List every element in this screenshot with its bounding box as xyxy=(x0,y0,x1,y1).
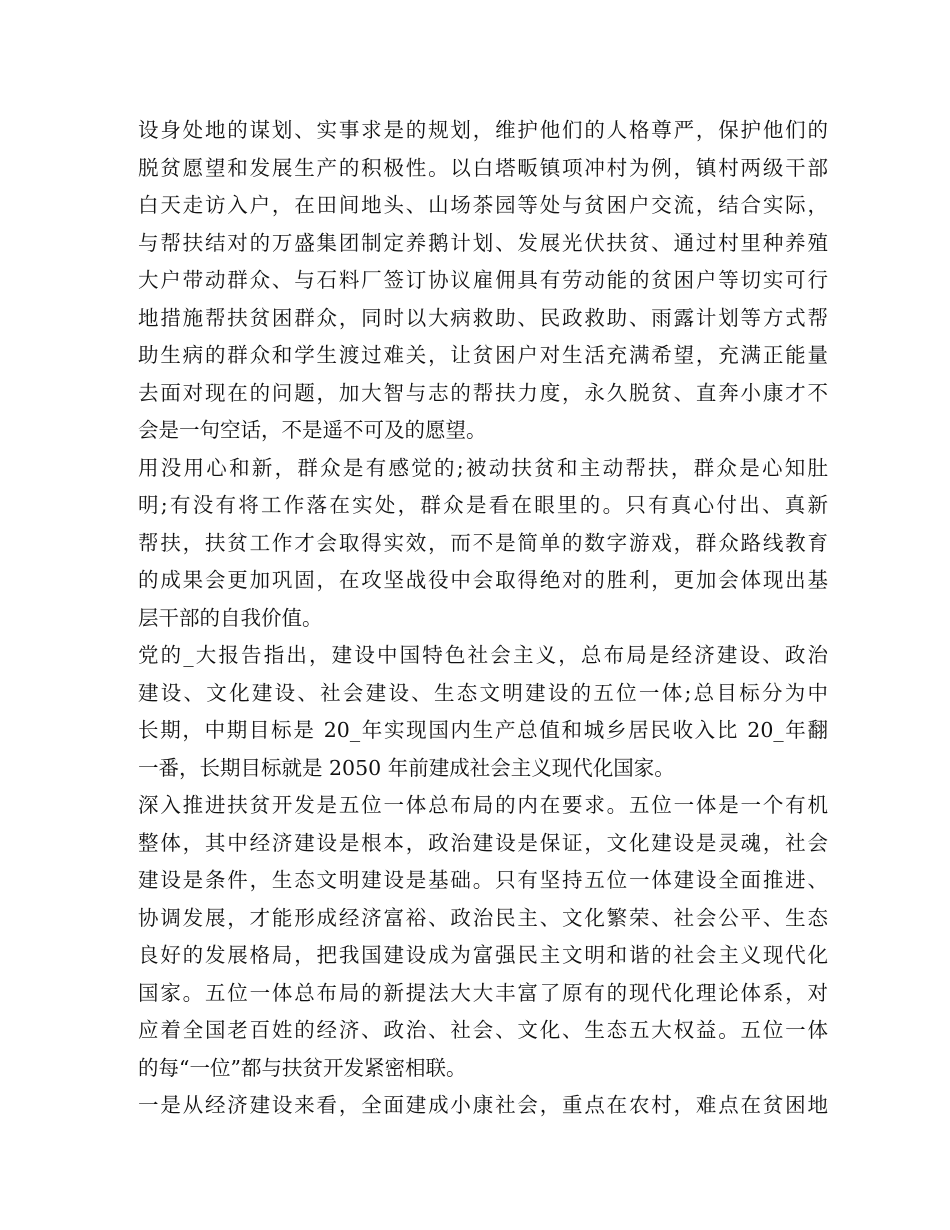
body-text xyxy=(138,112,828,1125)
text-line: 用没用心和新，群众是有感觉的;被动扶贫和主动帮扶，群众是心知肚 xyxy=(138,455,828,480)
text-line: 的成果会更加巩固，在攻坚战役中会取得绝对的胜利，更加会体现出基 xyxy=(138,568,828,592)
text-line: 协调发展，才能形成经济富裕、政治民主、文化繁荣、社会公平、生态 xyxy=(138,905,828,930)
text-line: 整体，其中经济建设是根本，政治建设是保证，文化建设是灵魂，社会 xyxy=(138,830,828,855)
text-line: 设身处地的谋划、实事求是的规划，维护他们的人格尊严，保护他们的 xyxy=(138,118,828,142)
text-line: 明;有没有将工作落在实处，群众是看在眼里的。只有真心付出、真新 xyxy=(138,493,828,517)
text-line: 层干部的自我价值。 xyxy=(138,605,323,630)
text-line: 地措施帮扶贫困群众，同时以大病救助、民政救助、雨露计划等方式帮 xyxy=(138,305,828,330)
text-line: 白天走访入户，在田间地头、山场茶园等处与贫困户交流，结合实际， xyxy=(138,193,828,217)
text-line: 帮扶，扶贫工作才会取得实效，而不是简单的数字游戏，群众路线教育 xyxy=(138,530,828,555)
text-line: 会是一句空话，不是遥不可及的愿望。 xyxy=(138,418,487,442)
text-line: 应着全国老百姓的经济、政治、社会、文化、生态五大权益。五位一体 xyxy=(138,1018,828,1042)
text-line: 国家。五位一体总布局的新提法大大丰富了原有的现代化理论体系，对 xyxy=(138,980,828,1005)
text-line: 建设是条件，生态文明建设是基础。只有坚持五位一体建设全面推进、 xyxy=(138,868,828,892)
text-line: 一番，长期目标就是 2050 年前建成社会主义现代化国家。 xyxy=(138,755,675,780)
text-line: 良好的发展格局，把我国建设成为富强民主文明和谐的社会主义现代化 xyxy=(138,943,828,967)
text-line: 与帮扶结对的万盛集团制定养鹅计划、发展光伏扶贫、通过村里种养殖 xyxy=(138,230,828,255)
text-line: 深入推进扶贫开发是五位一体总布局的内在要求。五位一体是一个有机 xyxy=(138,793,828,817)
text-line: 的每“一位”都与扶贫开发紧密相联。 xyxy=(138,1055,467,1080)
text-line: 长期，中期目标是 20_年实现国内生产总值和城乡居民收入比 20_年翻 xyxy=(138,718,828,742)
text-line: 助生病的群众和学生渡过难关，让贫困户对生活充满希望，充满正能量 xyxy=(138,343,828,367)
text-line: 去面对现在的问题，加大智与志的帮扶力度，永久脱贫、直奔小康才不 xyxy=(138,380,828,405)
text-line: 建设、文化建设、社会建设、生态文明建设的五位一体;总目标分为中 xyxy=(138,680,828,705)
text-line: 一是从经济建设来看，全面建成小康社会，重点在农村，难点在贫困地 xyxy=(138,1093,828,1117)
text-line: 大户带动群众、与石料厂签订协议雇佣具有劳动能的贫困户等切实可行 xyxy=(138,268,828,292)
text-line: 脱贫愿望和发展生产的积极性。以白塔畈镇项冲村为例，镇村两级干部 xyxy=(138,155,828,180)
text-line: 党的_大报告指出，建设中国特色社会主义，总布局是经济建设、政治 xyxy=(138,643,828,667)
